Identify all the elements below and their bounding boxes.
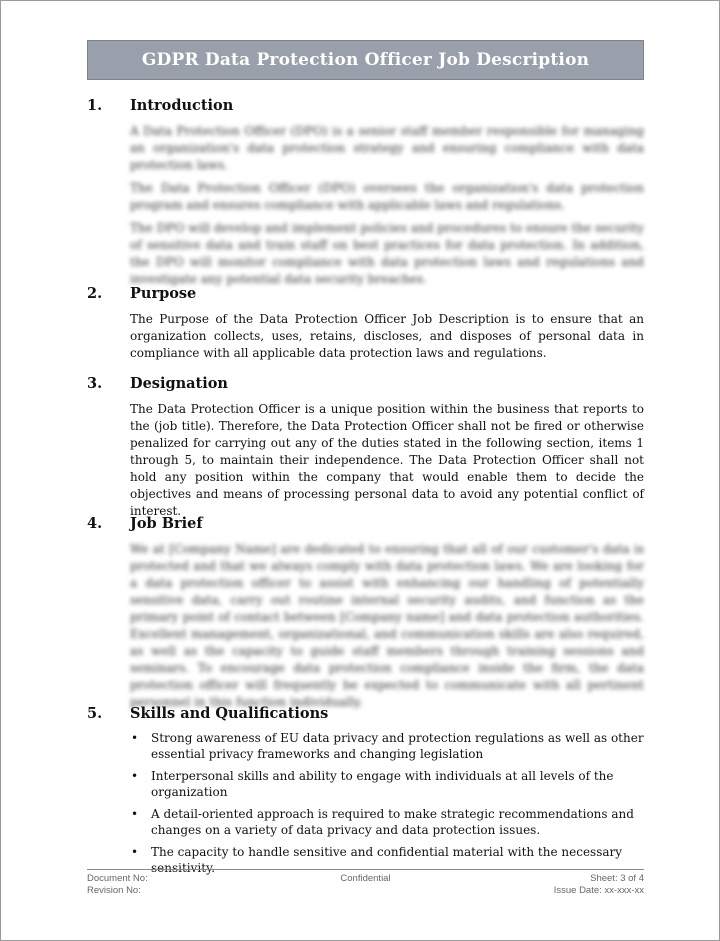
footer-row <box>87 885 644 897</box>
footer-row <box>87 873 644 885</box>
section-title: Designation <box>130 375 228 392</box>
paragraph: We at [Company Name] are dedicated to ensuring that all of our customer's data is protected and that we always comply with data protection laws. We are looking for a data protection officer to assist with enhancing our handling of potentially sensitive data, carry out routine internal security audits, and function as the primary point of contact between [Company name] and data protection authorities. Excellent management, organizational, and communication skills are also required, as well as the capacity to guide staff members through training sessions and seminars. To encourage data protection compliance inside the firm, the data protection officer will frequently be expected to communicate with all pertinent personnel in this function individually. <box>130 542 644 709</box>
section-heading <box>87 285 644 302</box>
bullet-list <box>130 731 644 876</box>
section-heading <box>87 375 644 392</box>
section-designation <box>87 375 644 526</box>
section-title: Purpose <box>130 285 197 302</box>
section-heading <box>87 97 644 114</box>
section-body <box>130 541 644 711</box>
section-number: 1. <box>87 97 103 114</box>
bullet-icon: • <box>131 731 139 745</box>
paragraph: The DPO will develop and implement policies and procedures to ensure the security of sensitive data and train staff on best practices for data protection. In addition, the DPO will monitor compliance with data protection laws and regulations and investigate any potential data security breaches. <box>130 221 644 286</box>
list-item <box>130 731 644 762</box>
section-title: Introduction <box>130 97 234 114</box>
list-item-text: Strong awareness of EU data privacy and protection regulations as well as other essential privacy frameworks and changing legislation <box>151 731 644 761</box>
sheet-number: Sheet: 3 of 4 <box>590 873 644 884</box>
document-title: GDPR Data Protection Officer Job Description <box>141 50 590 70</box>
issue-date: Issue Date: xx-xxx-xx <box>553 885 644 896</box>
section-job-brief <box>87 515 644 717</box>
paragraph: The Purpose of the Data Protection Officer Job Description is to ensure that an organization collects, uses, retains, discloses, and disposes of personal data in compliance with all applicable data protection laws and regulations. <box>130 312 644 360</box>
section-body <box>130 123 644 288</box>
bullet-icon: • <box>131 845 139 859</box>
classification-label: Confidential <box>340 873 391 884</box>
paragraph: The Data Protection Officer (DPO) oversees the organization's data protection program and ensures compliance with applicable laws and regulations. <box>130 181 644 212</box>
section-body <box>130 311 644 362</box>
bullet-icon: • <box>131 807 139 821</box>
list-item-text: The capacity to handle sensitive and confidential material with the necessary sensitivity. <box>151 845 623 875</box>
list-item <box>130 807 644 838</box>
list-item <box>130 769 644 800</box>
paragraph: A Data Protection Officer (DPO) is a senior staff member responsible for managing an organization's data protection strategy and ensuring compliance with data protection laws. <box>130 124 644 172</box>
section-number: 2. <box>87 285 103 302</box>
section-number: 3. <box>87 375 103 392</box>
section-title: Job Brief <box>130 515 203 532</box>
page-footer <box>87 869 644 897</box>
section-number: 5. <box>87 705 103 722</box>
revision-number-label: Revision No: <box>87 885 141 896</box>
section-number: 4. <box>87 515 103 532</box>
section-heading <box>87 515 644 532</box>
list-item-text: Interpersonal skills and ability to engage with individuals at all levels of the organization <box>151 769 614 799</box>
title-banner <box>87 40 644 80</box>
section-introduction <box>87 97 644 294</box>
section-heading <box>87 705 644 722</box>
bullet-icon: • <box>131 769 139 783</box>
document-number-label: Document No: <box>87 873 148 884</box>
section-title: Skills and Qualifications <box>130 705 329 722</box>
section-body <box>130 401 644 520</box>
paragraph: The Data Protection Officer is a unique position within the business that reports to the (job title). Therefore, the Data Protection Officer shall not be fired or otherwise penalized for carrying out any of the duties stated in the following section, items 1 through 5, to maintain their independence. The Data Protection Officer shall not hold any position within the company that would enable them to decide the objectives and means of processing personal data to avoid any potential conflict of interest. <box>130 402 644 518</box>
list-item-text: A detail-oriented approach is required to make strategic recommendations and changes on a variety of data privacy and data protection issues. <box>151 807 634 837</box>
section-purpose <box>87 285 644 368</box>
section-skills-qualifications <box>87 705 644 883</box>
